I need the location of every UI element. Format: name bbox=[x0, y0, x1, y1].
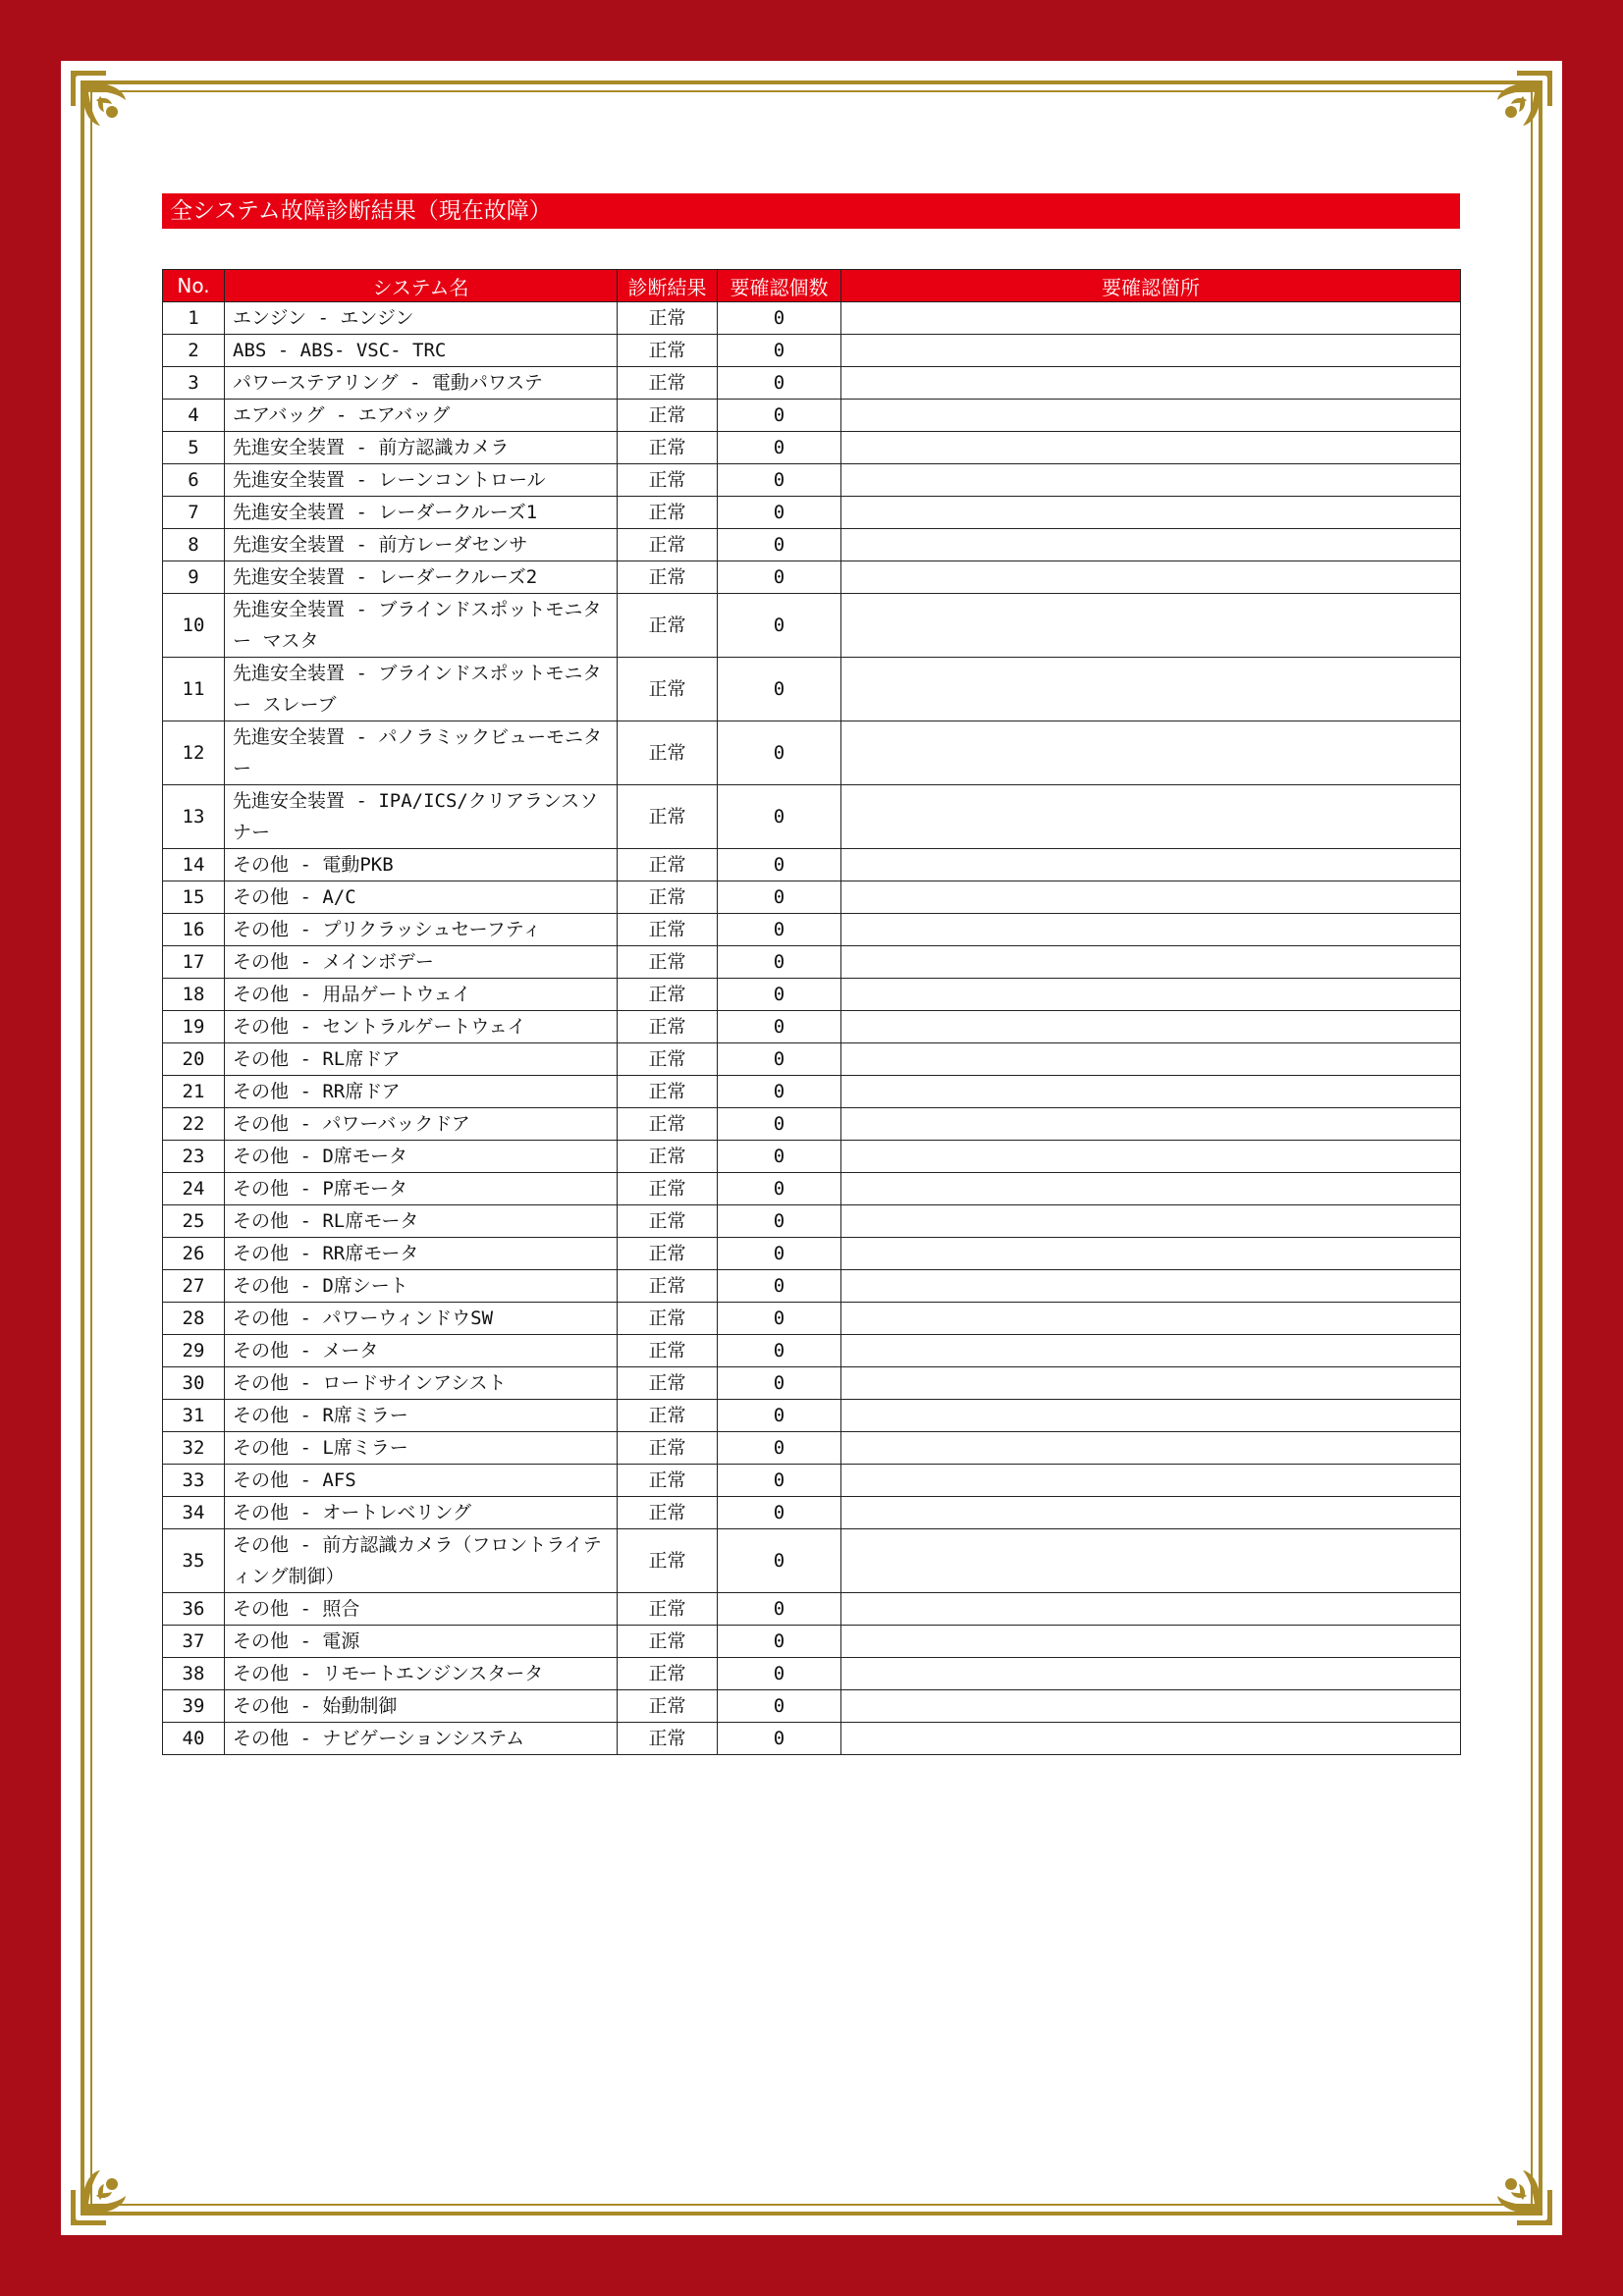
row-system-name: その他 - リモートエンジンスタータ bbox=[225, 1658, 618, 1690]
row-location bbox=[841, 1011, 1461, 1043]
row-no: 1 bbox=[163, 302, 225, 335]
row-location bbox=[841, 367, 1461, 400]
row-location bbox=[841, 1497, 1461, 1529]
row-system-name: その他 - RR席モータ bbox=[225, 1238, 618, 1270]
row-count: 0 bbox=[718, 432, 841, 464]
row-count: 0 bbox=[718, 1497, 841, 1529]
row-location bbox=[841, 594, 1461, 658]
row-count: 0 bbox=[718, 302, 841, 335]
row-system-name: 先進安全装置 - ブラインドスポットモニター スレーブ bbox=[225, 658, 618, 721]
row-location bbox=[841, 658, 1461, 721]
row-no: 30 bbox=[163, 1367, 225, 1400]
table-row bbox=[163, 400, 1461, 432]
row-system-name: その他 - 用品ゲートウェイ bbox=[225, 979, 618, 1011]
row-system-name: 先進安全装置 - 前方認識カメラ bbox=[225, 432, 618, 464]
row-system-name: その他 - D席モータ bbox=[225, 1141, 618, 1173]
row-no: 20 bbox=[163, 1043, 225, 1076]
row-no: 19 bbox=[163, 1011, 225, 1043]
table-row bbox=[163, 1723, 1461, 1755]
section-title: 全システム故障診断結果（現在故障） bbox=[162, 193, 1460, 229]
row-result: 正常 bbox=[618, 1141, 718, 1173]
row-count: 0 bbox=[718, 658, 841, 721]
row-result: 正常 bbox=[618, 1658, 718, 1690]
row-result: 正常 bbox=[618, 335, 718, 367]
corner-ornament-icon bbox=[1466, 67, 1556, 157]
row-result: 正常 bbox=[618, 561, 718, 594]
row-count: 0 bbox=[718, 1205, 841, 1238]
row-result: 正常 bbox=[618, 979, 718, 1011]
row-location bbox=[841, 1465, 1461, 1497]
row-no: 25 bbox=[163, 1205, 225, 1238]
row-system-name: その他 - RL席モータ bbox=[225, 1205, 618, 1238]
table-header-row bbox=[163, 270, 1461, 302]
row-count: 0 bbox=[718, 1400, 841, 1432]
row-count: 0 bbox=[718, 1043, 841, 1076]
row-location bbox=[841, 1626, 1461, 1658]
table-row bbox=[163, 979, 1461, 1011]
table-row bbox=[163, 335, 1461, 367]
row-no: 21 bbox=[163, 1076, 225, 1108]
row-count: 0 bbox=[718, 594, 841, 658]
row-system-name: その他 - 前方認識カメラ（フロントライティング制御） bbox=[225, 1529, 618, 1593]
row-result: 正常 bbox=[618, 849, 718, 881]
row-system-name: その他 - プリクラッシュセーフティ bbox=[225, 914, 618, 946]
row-no: 32 bbox=[163, 1432, 225, 1465]
row-count: 0 bbox=[718, 335, 841, 367]
row-count: 0 bbox=[718, 1465, 841, 1497]
row-no: 26 bbox=[163, 1238, 225, 1270]
row-result: 正常 bbox=[618, 464, 718, 497]
row-count: 0 bbox=[718, 1076, 841, 1108]
row-no: 11 bbox=[163, 658, 225, 721]
row-system-name: その他 - RR席ドア bbox=[225, 1076, 618, 1108]
row-location bbox=[841, 1529, 1461, 1593]
row-result: 正常 bbox=[618, 914, 718, 946]
table-row bbox=[163, 1529, 1461, 1593]
row-system-name: 先進安全装置 - IPA/ICS/クリアランスソナー bbox=[225, 785, 618, 849]
table-row bbox=[163, 1108, 1461, 1141]
table-row bbox=[163, 594, 1461, 658]
table-row bbox=[163, 881, 1461, 914]
row-location bbox=[841, 946, 1461, 979]
row-location bbox=[841, 1335, 1461, 1367]
row-count: 0 bbox=[718, 1173, 841, 1205]
table-row bbox=[163, 1303, 1461, 1335]
row-result: 正常 bbox=[618, 367, 718, 400]
row-no: 17 bbox=[163, 946, 225, 979]
row-result: 正常 bbox=[618, 302, 718, 335]
row-result: 正常 bbox=[618, 1367, 718, 1400]
row-system-name: その他 - L席ミラー bbox=[225, 1432, 618, 1465]
row-system-name: その他 - 始動制御 bbox=[225, 1690, 618, 1723]
row-count: 0 bbox=[718, 1626, 841, 1658]
table-body bbox=[163, 302, 1461, 1755]
row-location bbox=[841, 881, 1461, 914]
row-location bbox=[841, 1173, 1461, 1205]
row-no: 9 bbox=[163, 561, 225, 594]
row-count: 0 bbox=[718, 529, 841, 561]
row-result: 正常 bbox=[618, 432, 718, 464]
row-system-name: その他 - ナビゲーションシステム bbox=[225, 1723, 618, 1755]
row-no: 16 bbox=[163, 914, 225, 946]
row-system-name: その他 - メインボデー bbox=[225, 946, 618, 979]
corner-ornament-icon bbox=[67, 67, 157, 157]
row-no: 10 bbox=[163, 594, 225, 658]
header-count: 要確認個数 bbox=[718, 270, 841, 302]
table-row bbox=[163, 1141, 1461, 1173]
table-row bbox=[163, 1173, 1461, 1205]
table-row bbox=[163, 1465, 1461, 1497]
row-count: 0 bbox=[718, 1270, 841, 1303]
row-location bbox=[841, 1141, 1461, 1173]
row-system-name: その他 - A/C bbox=[225, 881, 618, 914]
row-count: 0 bbox=[718, 497, 841, 529]
row-system-name: 先進安全装置 - レーダークルーズ2 bbox=[225, 561, 618, 594]
table-row bbox=[163, 1658, 1461, 1690]
row-result: 正常 bbox=[618, 881, 718, 914]
row-system-name: その他 - ロードサインアシスト bbox=[225, 1367, 618, 1400]
row-system-name: 先進安全装置 - 前方レーダセンサ bbox=[225, 529, 618, 561]
row-result: 正常 bbox=[618, 1593, 718, 1626]
row-system-name: ABS - ABS- VSC- TRC bbox=[225, 335, 618, 367]
row-count: 0 bbox=[718, 1108, 841, 1141]
row-count: 0 bbox=[718, 1238, 841, 1270]
row-result: 正常 bbox=[618, 1432, 718, 1465]
row-result: 正常 bbox=[618, 1043, 718, 1076]
row-result: 正常 bbox=[618, 1108, 718, 1141]
table-row bbox=[163, 1400, 1461, 1432]
row-location bbox=[841, 561, 1461, 594]
row-result: 正常 bbox=[618, 1011, 718, 1043]
table-row bbox=[163, 529, 1461, 561]
table-row bbox=[163, 1367, 1461, 1400]
table-row bbox=[163, 1335, 1461, 1367]
header-location: 要確認箇所 bbox=[841, 270, 1461, 302]
table-row bbox=[163, 497, 1461, 529]
row-system-name: 先進安全装置 - レーダークルーズ1 bbox=[225, 497, 618, 529]
row-system-name: 先進安全装置 - パノラミックビューモニター bbox=[225, 721, 618, 785]
row-count: 0 bbox=[718, 561, 841, 594]
row-system-name: その他 - パワーバックドア bbox=[225, 1108, 618, 1141]
row-count: 0 bbox=[718, 721, 841, 785]
row-count: 0 bbox=[718, 1658, 841, 1690]
row-result: 正常 bbox=[618, 721, 718, 785]
row-result: 正常 bbox=[618, 1723, 718, 1755]
row-no: 34 bbox=[163, 1497, 225, 1529]
row-no: 6 bbox=[163, 464, 225, 497]
row-location bbox=[841, 335, 1461, 367]
row-result: 正常 bbox=[618, 785, 718, 849]
row-no: 40 bbox=[163, 1723, 225, 1755]
row-system-name: その他 - RL席ドア bbox=[225, 1043, 618, 1076]
row-system-name: その他 - P席モータ bbox=[225, 1173, 618, 1205]
row-result: 正常 bbox=[618, 946, 718, 979]
row-no: 37 bbox=[163, 1626, 225, 1658]
row-count: 0 bbox=[718, 914, 841, 946]
row-location bbox=[841, 432, 1461, 464]
table-row bbox=[163, 561, 1461, 594]
row-count: 0 bbox=[718, 1367, 841, 1400]
row-no: 22 bbox=[163, 1108, 225, 1141]
row-no: 4 bbox=[163, 400, 225, 432]
row-system-name: パワーステアリング - 電動パワステ bbox=[225, 367, 618, 400]
row-location bbox=[841, 1723, 1461, 1755]
row-result: 正常 bbox=[618, 1270, 718, 1303]
row-system-name: 先進安全装置 - ブラインドスポットモニター マスタ bbox=[225, 594, 618, 658]
row-system-name: その他 - AFS bbox=[225, 1465, 618, 1497]
row-location bbox=[841, 1108, 1461, 1141]
table-row bbox=[163, 1270, 1461, 1303]
table-row bbox=[163, 1497, 1461, 1529]
row-result: 正常 bbox=[618, 1497, 718, 1529]
row-count: 0 bbox=[718, 1723, 841, 1755]
table-row bbox=[163, 432, 1461, 464]
table-row bbox=[163, 1205, 1461, 1238]
row-location bbox=[841, 785, 1461, 849]
row-count: 0 bbox=[718, 400, 841, 432]
row-result: 正常 bbox=[618, 658, 718, 721]
row-count: 0 bbox=[718, 464, 841, 497]
row-location bbox=[841, 1303, 1461, 1335]
row-location bbox=[841, 529, 1461, 561]
row-no: 5 bbox=[163, 432, 225, 464]
row-count: 0 bbox=[718, 1529, 841, 1593]
table-row bbox=[163, 464, 1461, 497]
row-location bbox=[841, 1690, 1461, 1723]
row-location bbox=[841, 1400, 1461, 1432]
row-no: 7 bbox=[163, 497, 225, 529]
row-system-name: その他 - D席シート bbox=[225, 1270, 618, 1303]
row-count: 0 bbox=[718, 849, 841, 881]
table-row bbox=[163, 946, 1461, 979]
row-system-name: エアバッグ - エアバッグ bbox=[225, 400, 618, 432]
table-row bbox=[163, 302, 1461, 335]
header-system: システム名 bbox=[225, 270, 618, 302]
row-location bbox=[841, 1043, 1461, 1076]
row-location bbox=[841, 497, 1461, 529]
row-count: 0 bbox=[718, 881, 841, 914]
row-count: 0 bbox=[718, 1432, 841, 1465]
row-system-name: その他 - オートレベリング bbox=[225, 1497, 618, 1529]
row-location bbox=[841, 1270, 1461, 1303]
row-location bbox=[841, 400, 1461, 432]
table-row bbox=[163, 658, 1461, 721]
row-result: 正常 bbox=[618, 1626, 718, 1658]
row-count: 0 bbox=[718, 946, 841, 979]
row-system-name: その他 - パワーウィンドウSW bbox=[225, 1303, 618, 1335]
row-location bbox=[841, 302, 1461, 335]
row-system-name: その他 - 電源 bbox=[225, 1626, 618, 1658]
row-result: 正常 bbox=[618, 1238, 718, 1270]
table-row bbox=[163, 1626, 1461, 1658]
table-row bbox=[163, 721, 1461, 785]
row-result: 正常 bbox=[618, 529, 718, 561]
row-no: 27 bbox=[163, 1270, 225, 1303]
row-location bbox=[841, 914, 1461, 946]
row-result: 正常 bbox=[618, 1400, 718, 1432]
row-no: 35 bbox=[163, 1529, 225, 1593]
row-no: 2 bbox=[163, 335, 225, 367]
row-result: 正常 bbox=[618, 1529, 718, 1593]
row-count: 0 bbox=[718, 1593, 841, 1626]
row-result: 正常 bbox=[618, 1303, 718, 1335]
row-result: 正常 bbox=[618, 1335, 718, 1367]
row-location bbox=[841, 849, 1461, 881]
row-no: 38 bbox=[163, 1658, 225, 1690]
row-system-name: その他 - セントラルゲートウェイ bbox=[225, 1011, 618, 1043]
row-system-name: その他 - R席ミラー bbox=[225, 1400, 618, 1432]
row-no: 31 bbox=[163, 1400, 225, 1432]
row-result: 正常 bbox=[618, 1205, 718, 1238]
row-system-name: その他 - メータ bbox=[225, 1335, 618, 1367]
row-count: 0 bbox=[718, 1303, 841, 1335]
row-result: 正常 bbox=[618, 1690, 718, 1723]
row-result: 正常 bbox=[618, 400, 718, 432]
row-no: 36 bbox=[163, 1593, 225, 1626]
report-page bbox=[61, 61, 1562, 2235]
table-row bbox=[163, 914, 1461, 946]
row-location bbox=[841, 1593, 1461, 1626]
table-row bbox=[163, 849, 1461, 881]
row-no: 28 bbox=[163, 1303, 225, 1335]
row-no: 14 bbox=[163, 849, 225, 881]
table-row bbox=[163, 1238, 1461, 1270]
row-count: 0 bbox=[718, 1141, 841, 1173]
row-no: 13 bbox=[163, 785, 225, 849]
row-location bbox=[841, 979, 1461, 1011]
table-row bbox=[163, 1432, 1461, 1465]
row-no: 15 bbox=[163, 881, 225, 914]
row-result: 正常 bbox=[618, 1465, 718, 1497]
row-no: 12 bbox=[163, 721, 225, 785]
row-no: 24 bbox=[163, 1173, 225, 1205]
row-location bbox=[841, 1367, 1461, 1400]
table-row bbox=[163, 1690, 1461, 1723]
row-no: 18 bbox=[163, 979, 225, 1011]
table-row bbox=[163, 1593, 1461, 1626]
row-no: 3 bbox=[163, 367, 225, 400]
row-location bbox=[841, 464, 1461, 497]
table-row bbox=[163, 367, 1461, 400]
row-system-name: 先進安全装置 - レーンコントロール bbox=[225, 464, 618, 497]
row-location bbox=[841, 721, 1461, 785]
corner-ornament-icon bbox=[67, 2139, 157, 2229]
table-row bbox=[163, 1011, 1461, 1043]
table-row bbox=[163, 785, 1461, 849]
table-row bbox=[163, 1076, 1461, 1108]
row-count: 0 bbox=[718, 1335, 841, 1367]
row-count: 0 bbox=[718, 1690, 841, 1723]
row-count: 0 bbox=[718, 1011, 841, 1043]
header-no: No. bbox=[163, 270, 225, 302]
row-system-name: その他 - 照合 bbox=[225, 1593, 618, 1626]
row-location bbox=[841, 1238, 1461, 1270]
row-result: 正常 bbox=[618, 1173, 718, 1205]
row-system-name: エンジン - エンジン bbox=[225, 302, 618, 335]
row-count: 0 bbox=[718, 367, 841, 400]
row-result: 正常 bbox=[618, 497, 718, 529]
row-location bbox=[841, 1658, 1461, 1690]
corner-ornament-icon bbox=[1466, 2139, 1556, 2229]
diagnosis-table bbox=[162, 269, 1461, 1755]
row-location bbox=[841, 1205, 1461, 1238]
row-no: 8 bbox=[163, 529, 225, 561]
table-row bbox=[163, 1043, 1461, 1076]
row-location bbox=[841, 1432, 1461, 1465]
row-no: 29 bbox=[163, 1335, 225, 1367]
row-no: 23 bbox=[163, 1141, 225, 1173]
row-count: 0 bbox=[718, 979, 841, 1011]
row-no: 33 bbox=[163, 1465, 225, 1497]
row-system-name: その他 - 電動PKB bbox=[225, 849, 618, 881]
row-count: 0 bbox=[718, 785, 841, 849]
row-no: 39 bbox=[163, 1690, 225, 1723]
header-result: 診断結果 bbox=[618, 270, 718, 302]
row-result: 正常 bbox=[618, 594, 718, 658]
row-location bbox=[841, 1076, 1461, 1108]
row-result: 正常 bbox=[618, 1076, 718, 1108]
